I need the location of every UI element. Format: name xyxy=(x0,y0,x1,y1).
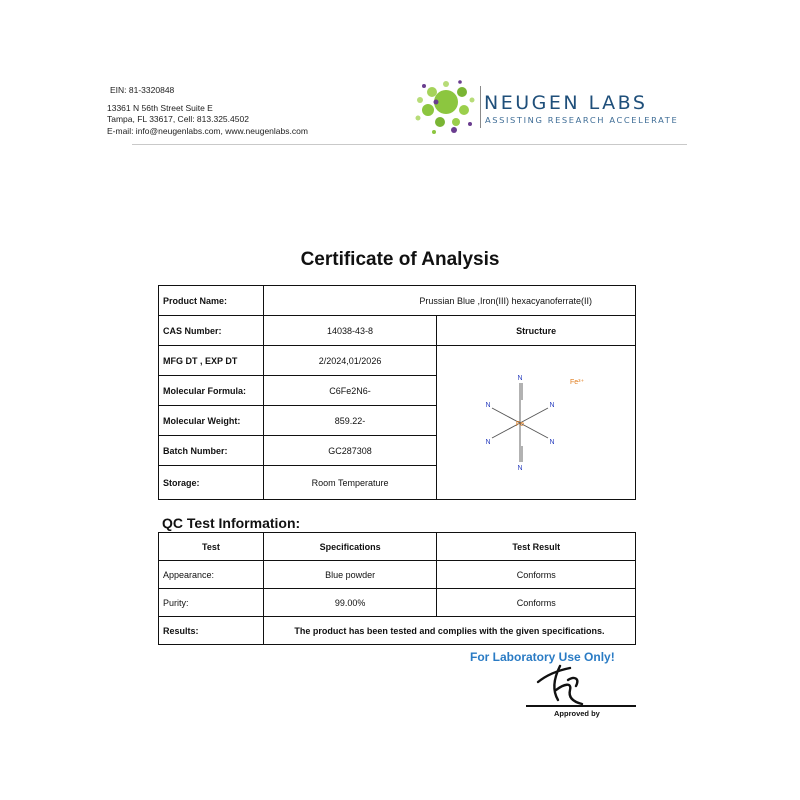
lab-use-notice: For Laboratory Use Only! xyxy=(470,650,615,664)
qc-heading: QC Test Information: xyxy=(162,515,301,531)
nitrogen-lower-right: N xyxy=(549,438,555,446)
signature-icon xyxy=(530,660,600,710)
cas-number-label: CAS Number: xyxy=(159,316,264,346)
iron-counter-ion: Fe³⁺ xyxy=(570,378,585,386)
neugen-logo-icon xyxy=(410,78,478,138)
qc-table xyxy=(158,532,636,645)
table-row xyxy=(159,617,636,645)
results-text: The product has been tested and complies with the given specifications. xyxy=(263,617,635,645)
iron-center-label: Fe xyxy=(516,420,525,428)
batch-number-label: Batch Number: xyxy=(159,436,264,466)
table-row xyxy=(159,286,636,316)
results-label: Results: xyxy=(159,617,264,645)
page-title: Certificate of Analysis xyxy=(300,249,500,270)
product-name-value: Prussian Blue ,Iron(III) hexacyanoferrate(II) xyxy=(263,286,635,316)
qc-col-test: Test xyxy=(159,533,264,561)
nitrogen-top: N xyxy=(517,374,523,382)
nitrogen-upper-right: N xyxy=(549,401,555,409)
qc-purity-spec: 99.00% xyxy=(263,589,437,617)
ein: EIN: 81-3320848 xyxy=(110,85,175,95)
qc-col-test-result: Test Result xyxy=(437,533,636,561)
structure-cell xyxy=(437,346,636,500)
qc-appearance-spec: Blue powder xyxy=(263,561,437,589)
address-line-1: 13361 N 56th Street Suite E xyxy=(107,103,213,113)
signature-line xyxy=(526,705,636,707)
table-row xyxy=(159,533,636,561)
address-line-3: E-mail: info@neugenlabs.com, www.neugenlabs.com xyxy=(107,126,308,136)
storage-value: Room Temperature xyxy=(263,466,437,500)
header-rule xyxy=(132,144,687,145)
logo-tagline: ASSISTING RESEARCH ACCELERATE xyxy=(485,115,679,125)
table-row xyxy=(159,561,636,589)
logo-molecule-icon xyxy=(416,80,475,134)
storage-label: Storage: xyxy=(159,466,264,500)
table-row xyxy=(159,346,636,376)
product-info-table xyxy=(158,285,636,500)
logo-name: NEUGEN LABS xyxy=(484,92,648,114)
table-row xyxy=(159,316,636,346)
molecular-weight-value: 859.22- xyxy=(263,406,437,436)
molecular-formula-value: C6Fe2N6- xyxy=(263,376,437,406)
nitrogen-upper-left: N xyxy=(485,401,491,409)
structure-header: Structure xyxy=(437,316,636,346)
molecular-formula-label: Molecular Formula: xyxy=(159,376,264,406)
mfg-exp-label: MFG DT , EXP DT xyxy=(159,346,264,376)
approved-by-label: Approved by xyxy=(554,709,600,718)
qc-col-specifications: Specifications xyxy=(263,533,437,561)
cas-number-value: 14038-43-8 xyxy=(263,316,437,346)
qc-purity-result: Conforms xyxy=(437,589,636,617)
qc-appearance-label: Appearance: xyxy=(159,561,264,589)
batch-number-value: GC287308 xyxy=(263,436,437,466)
nitrogen-bottom: N xyxy=(517,464,523,472)
molecular-weight-label: Molecular Weight: xyxy=(159,406,264,436)
qc-purity-label: Purity: xyxy=(159,589,264,617)
qc-appearance-result: Conforms xyxy=(437,561,636,589)
mfg-exp-value: 2/2024,01/2026 xyxy=(263,346,437,376)
structure-diagram xyxy=(476,368,596,478)
address-line-2: Tampa, FL 33617, Cell: 813.325.4502 xyxy=(107,114,249,124)
table-row xyxy=(159,589,636,617)
product-name-label: Product Name: xyxy=(159,286,264,316)
nitrogen-lower-left: N xyxy=(485,438,491,446)
logo-divider xyxy=(480,86,481,128)
